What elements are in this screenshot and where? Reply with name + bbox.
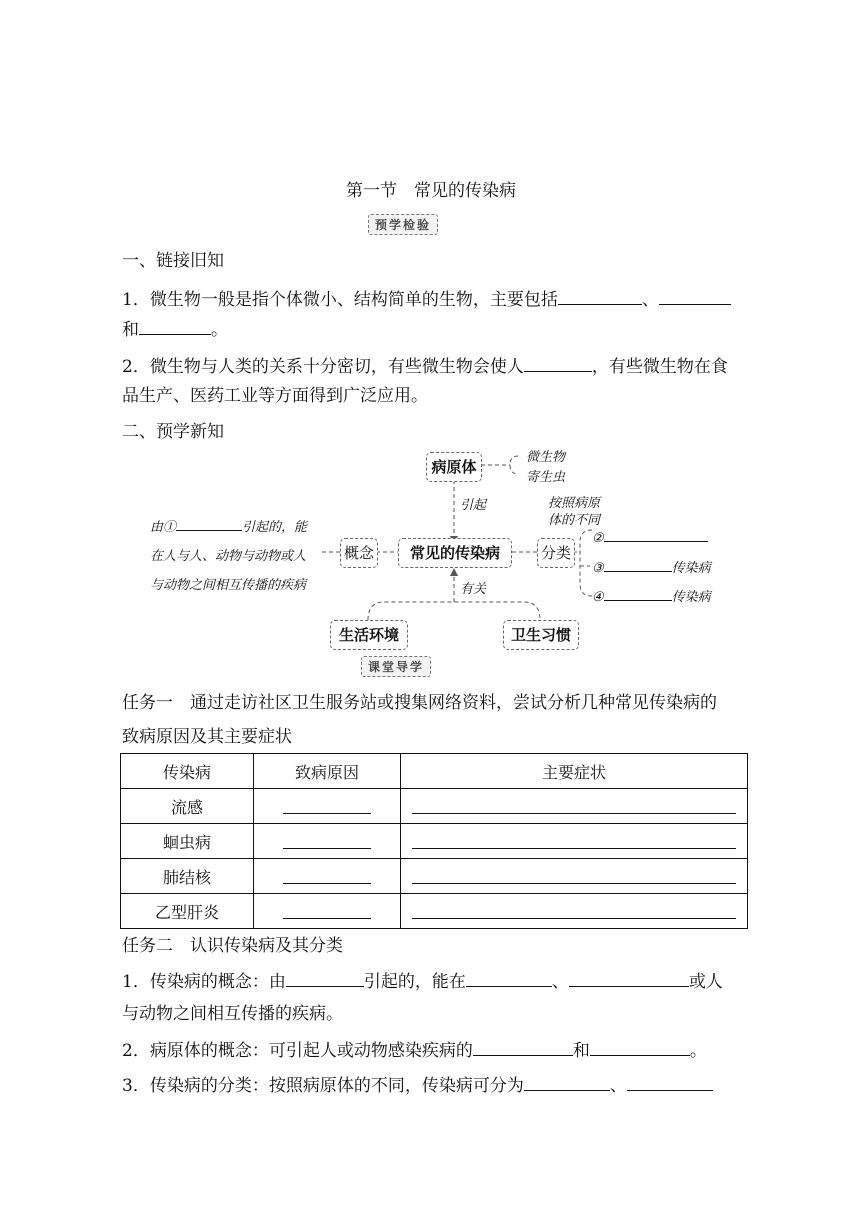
answer-blank[interactable]	[524, 1074, 610, 1091]
related-label: 有关	[460, 582, 487, 597]
answer-blank[interactable]	[176, 517, 242, 531]
disease-name: 乙型肝炎	[121, 894, 254, 929]
section-heading-link-old: 一、链接旧知	[122, 251, 224, 271]
cause-blank[interactable]	[283, 795, 371, 814]
cause-blank[interactable]	[283, 900, 371, 919]
symptom-blank[interactable]	[412, 865, 736, 884]
by-pathogen-label-2: 体的不同	[548, 513, 601, 528]
table-row	[121, 859, 748, 894]
classroom-badge: 课堂导学	[361, 656, 431, 677]
pathogen-box: 病原体	[426, 452, 482, 482]
class-item-2: ②	[592, 528, 708, 546]
header-disease: 传染病	[121, 754, 254, 789]
table-row	[121, 789, 748, 824]
preview-badge: 预学检验	[368, 214, 438, 235]
living-environment-box: 生活环境	[330, 620, 408, 650]
answer-blank[interactable]	[590, 1039, 690, 1056]
question-1-line-1: 1．微生物一般是指个体微小、结构简单的生物，主要包括 、	[122, 288, 731, 311]
task-2-heading: 任务二 认识传染病及其分类	[122, 936, 343, 956]
parasite-label: 寄生虫	[526, 470, 566, 485]
definition-line-3: 与动物之间相互传播的疾病	[150, 578, 307, 593]
answer-blank[interactable]	[286, 970, 364, 987]
header-symptoms: 主要症状	[401, 754, 748, 789]
task-2-item-1-line-2: 与动物之间相互传播的疾病。	[122, 1004, 343, 1024]
symptom-blank[interactable]	[412, 830, 736, 849]
class-item-4: ④ 传染病	[592, 586, 711, 605]
task-1-line-1: 任务一 通过走访社区卫生服务站或搜集网络资料，尝试分析几种常见传染病的	[122, 693, 717, 713]
common-infectious-disease-box: 常见的传染病	[398, 538, 512, 568]
microbe-label: 微生物	[526, 450, 566, 465]
task-2-item-1-line-1: 1．传染病的概念：由 引起的，能在 、 或人	[122, 972, 723, 992]
answer-blank[interactable]	[466, 970, 552, 987]
answer-blank[interactable]	[604, 528, 708, 542]
disease-name: 流感	[121, 789, 254, 824]
classify-box: 分类	[537, 538, 575, 568]
answer-blank[interactable]	[473, 1039, 573, 1056]
symptom-blank[interactable]	[412, 900, 736, 919]
task-2-item-2: 2．病原体的概念：可引起人或动物感染疾病的 和 。	[122, 1041, 707, 1061]
cause-blank[interactable]	[283, 865, 371, 884]
question-2-line-2: 品生产、医药工业等方面得到广泛应用。	[122, 386, 428, 406]
disease-name: 肺结核	[121, 859, 254, 894]
symptom-blank[interactable]	[412, 795, 736, 814]
disease-table	[120, 753, 748, 929]
concept-box: 概念	[340, 538, 378, 568]
definition-line-2: 在人与人、动物与动物或人	[150, 549, 307, 564]
question-1-line-2: 和 。	[122, 320, 228, 340]
hygiene-habits-box: 卫生习惯	[503, 620, 579, 650]
header-cause: 致病原因	[254, 754, 401, 789]
class-item-3: ③ 传染病	[592, 557, 711, 576]
by-pathogen-label-1: 按照病原	[548, 496, 601, 511]
disease-name: 蛔虫病	[121, 824, 254, 859]
cause-label: 引起	[460, 498, 487, 513]
table-row	[121, 894, 748, 929]
section-heading-preview-new: 二、预学新知	[122, 422, 224, 442]
definition-line-1: 由① 引起的，能	[150, 516, 307, 535]
answer-blank[interactable]	[604, 587, 672, 601]
answer-blank[interactable]	[604, 558, 672, 572]
answer-blank[interactable]	[569, 970, 689, 987]
task-1-line-2: 致病原因及其主要症状	[122, 727, 292, 747]
table-header-row	[121, 754, 748, 789]
page-title: 第一节 常见的传染病	[346, 181, 516, 201]
question-2-line-1: 2．微生物与人类的关系十分密切，有些微生物会使人 ，有些微生物在食	[122, 357, 728, 377]
table-row	[121, 824, 748, 859]
answer-blank[interactable]	[627, 1074, 713, 1091]
cause-blank[interactable]	[283, 830, 371, 849]
task-2-item-3: 3．传染病的分类：按照病原体的不同，传染病可分为 、	[122, 1074, 713, 1097]
